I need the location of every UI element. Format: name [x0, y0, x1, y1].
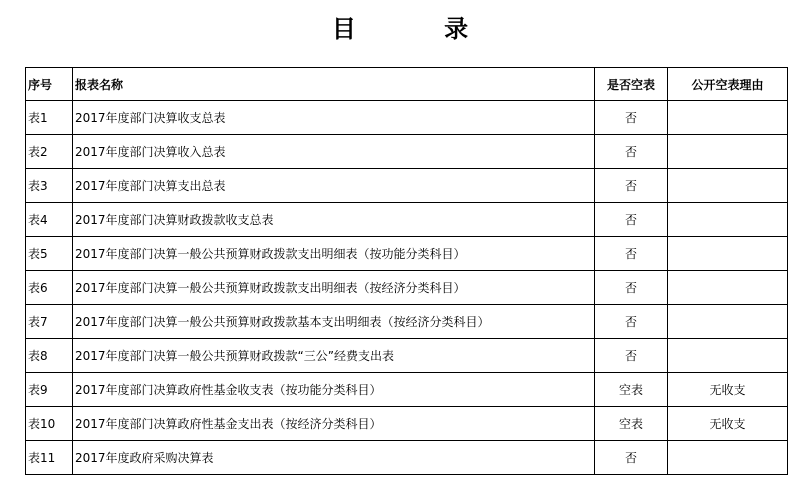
row-is-empty: 否	[595, 271, 668, 305]
row-is-empty: 空表	[595, 407, 668, 441]
row-name: 2017年度部门决算一般公共预算财政拨款“三公”经费支出表	[73, 339, 595, 373]
row-name: 2017年度部门决算支出总表	[73, 169, 595, 203]
row-is-empty: 空表	[595, 373, 668, 407]
table-row	[26, 339, 788, 373]
row-name: 2017年度政府采购决算表	[73, 441, 595, 475]
table-row	[26, 169, 788, 203]
table-row	[26, 135, 788, 169]
row-is-empty: 否	[595, 101, 668, 135]
row-reason: 无收支	[668, 373, 788, 407]
table-row	[26, 101, 788, 135]
row-is-empty: 否	[595, 203, 668, 237]
row-reason	[668, 203, 788, 237]
row-name: 2017年度部门决算收支总表	[73, 101, 595, 135]
header-name: 报表名称	[73, 68, 595, 101]
row-name: 2017年度部门决算财政拨款收支总表	[73, 203, 595, 237]
row-no: 表11	[26, 441, 73, 475]
row-reason	[668, 237, 788, 271]
page-title: 目 录	[331, 14, 509, 43]
row-is-empty: 否	[595, 237, 668, 271]
row-reason	[668, 169, 788, 203]
row-name: 2017年度部门决算一般公共预算财政拨款支出明细表（按经济分类科目）	[73, 271, 595, 305]
row-is-empty: 否	[595, 169, 668, 203]
row-no: 表9	[26, 373, 73, 407]
row-name: 2017年度部门决算政府性基金支出表（按经济分类科目）	[73, 407, 595, 441]
row-reason	[668, 135, 788, 169]
row-no: 表1	[26, 101, 73, 135]
row-no: 表5	[26, 237, 73, 271]
catalog-table	[25, 67, 788, 475]
row-name: 2017年度部门决算收入总表	[73, 135, 595, 169]
header-no: 序号	[26, 68, 73, 101]
row-no: 表2	[26, 135, 73, 169]
row-no: 表10	[26, 407, 73, 441]
table-row	[26, 271, 788, 305]
row-reason	[668, 271, 788, 305]
row-name: 2017年度部门决算一般公共预算财政拨款支出明细表（按功能分类科目）	[73, 237, 595, 271]
table-row	[26, 441, 788, 475]
row-is-empty: 否	[595, 305, 668, 339]
row-no: 表6	[26, 271, 73, 305]
row-is-empty: 否	[595, 441, 668, 475]
row-no: 表4	[26, 203, 73, 237]
table-header-row	[26, 68, 788, 101]
row-reason: 无收支	[668, 407, 788, 441]
row-name: 2017年度部门决算政府性基金收支表（按功能分类科目）	[73, 373, 595, 407]
row-is-empty: 否	[595, 135, 668, 169]
row-name: 2017年度部门决算一般公共预算财政拨款基本支出明细表（按经济分类科目）	[73, 305, 595, 339]
row-reason	[668, 305, 788, 339]
table-row	[26, 305, 788, 339]
row-is-empty: 否	[595, 339, 668, 373]
table-row	[26, 407, 788, 441]
header-reason: 公开空表理由	[668, 68, 788, 101]
row-reason	[668, 101, 788, 135]
row-no: 表3	[26, 169, 73, 203]
row-no: 表7	[26, 305, 73, 339]
row-no: 表8	[26, 339, 73, 373]
table-row	[26, 237, 788, 271]
table-row	[26, 373, 788, 407]
row-reason	[668, 339, 788, 373]
row-reason	[668, 441, 788, 475]
header-is-empty: 是否空表	[595, 68, 668, 101]
table-row	[26, 203, 788, 237]
